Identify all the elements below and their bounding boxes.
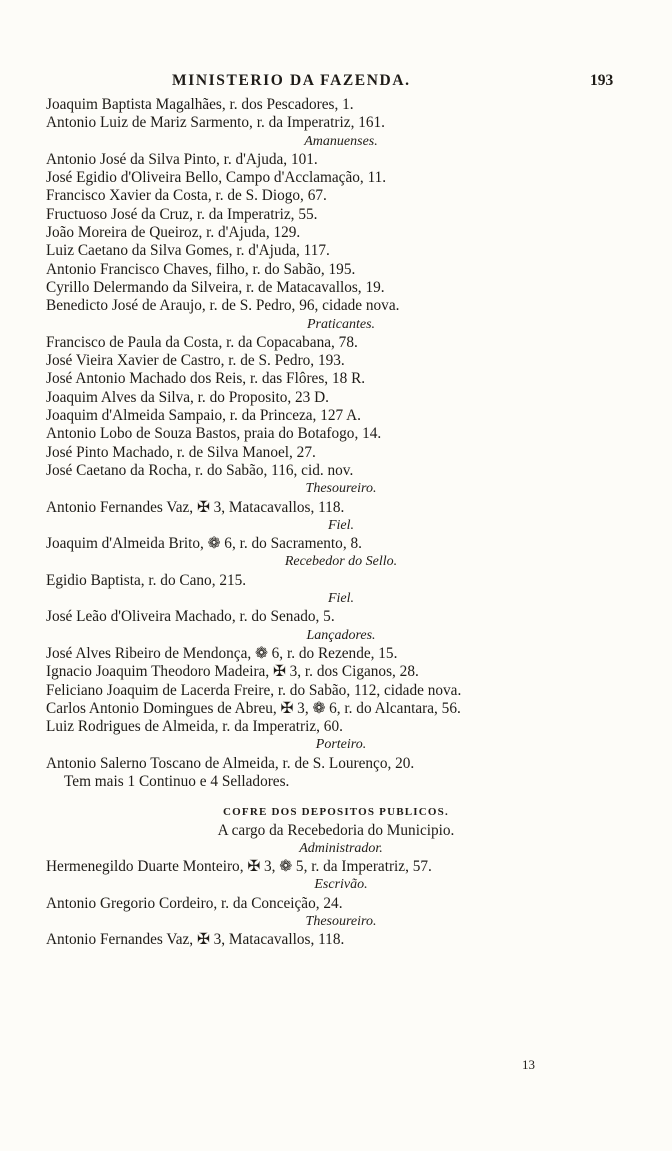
section-heading: Administrador. bbox=[299, 840, 383, 856]
listing-entry: Antonio Lobo de Souza Bastos, praia do Botafogo, 14. bbox=[46, 425, 382, 443]
listing-entry: José Egidio d'Oliveira Bello, Campo d'Acclamação, 11. bbox=[46, 169, 387, 187]
section-heading: Porteiro. bbox=[315, 737, 367, 753]
listing-entry: Egidio Baptista, r. do Cano, 215. bbox=[46, 571, 247, 589]
listing-entry: João Moreira de Queiroz, r. d'Ajuda, 129. bbox=[46, 224, 301, 242]
section-heading: Fiel. bbox=[327, 591, 355, 607]
sheet-signature: 13 bbox=[522, 1057, 535, 1072]
section-heading: Thesoureiro. bbox=[305, 914, 377, 930]
listing-entry: José Alves Ribeiro de Mendonça, ❁ 6, r. do Rezende, 15. bbox=[46, 644, 398, 662]
listing-entry: Joaquim d'Almeida Brito, ❁ 6, r. do Sacramento, 8. bbox=[46, 535, 362, 553]
listing-entry: Luiz Rodrigues de Almeida, r. da Imperatriz, 60. bbox=[46, 718, 343, 736]
directory-listing bbox=[0, 96, 672, 950]
listing-entry: Antonio Salerno Toscano de Almeida, r. de S. Lourenço, 20. bbox=[46, 754, 415, 772]
listing-entry: Ignacio Joaquim Theodoro Madeira, ✠ 3, r. dos Ciganos, 28. bbox=[46, 663, 419, 681]
listing-entry: Antonio Gregorio Cordeiro, r. da Conceição, 24. bbox=[46, 894, 343, 912]
listing-entry: Antonio Luiz de Mariz Sarmento, r. da Imperatriz, 161. bbox=[46, 114, 385, 132]
section-heading: Fiel. bbox=[327, 517, 355, 533]
listing-entry: Carlos Antonio Domingues de Abreu, ✠ 3, ❁ 6, r. do Alcantara, 56. bbox=[46, 699, 461, 717]
listing-entry: Feliciano Joaquim de Lacerda Freire, r. do Sabão, 112, cidade nova. bbox=[46, 681, 462, 699]
section-gap bbox=[0, 791, 672, 799]
page-number: 193 bbox=[590, 72, 614, 89]
listing-entry: Benedicto José de Araujo, r. de S. Pedro, 96, cidade nova. bbox=[46, 297, 400, 315]
listing-entry: Fructuoso José da Cruz, r. da Imperatriz, 55. bbox=[46, 205, 318, 223]
section-subtitle: A cargo da Recebedoria do Municipio. bbox=[217, 821, 455, 839]
section-heading: Escrivão. bbox=[314, 877, 368, 893]
listing-entry: Antonio Fernandes Vaz, ✠ 3, Matacavallos, 118. bbox=[46, 498, 345, 516]
listing-entry: José Vieira Xavier de Castro, r. de S. Pedro, 193. bbox=[46, 352, 345, 370]
listing-entry: Joaquim Alves da Silva, r. do Proposito, 23 D. bbox=[46, 388, 329, 406]
listing-entry: Antonio Fernandes Vaz, ✠ 3, Matacavallos, 118. bbox=[46, 931, 345, 949]
listing-entry: Joaquim d'Almeida Sampaio, r. da Princeza, 127 A. bbox=[46, 407, 362, 425]
section-title: COFRE DOS DEPOSITOS PUBLICOS. bbox=[223, 806, 449, 819]
listing-entry: José Caetano da Rocha, r. do Sabão, 116, cid. nov. bbox=[46, 461, 354, 479]
listing-note: Tem mais 1 Continuo e 4 Selladores. bbox=[64, 772, 290, 790]
listing-entry: José Antonio Machado dos Reis, r. das Flôres, 18 R. bbox=[46, 370, 366, 388]
section-heading: Amanuenses. bbox=[304, 133, 378, 149]
listing-entry: José Pinto Machado, r. de Silva Manoel, 27. bbox=[46, 443, 316, 461]
listing-entry: Antonio José da Silva Pinto, r. d'Ajuda, 101. bbox=[46, 150, 318, 168]
listing-entry: Joaquim Baptista Magalhães, r. dos Pescadores, 1. bbox=[46, 96, 354, 113]
listing-entry: Francisco de Paula da Costa, r. da Copacabana, 78. bbox=[46, 333, 358, 351]
running-title: MINISTERIO DA FAZENDA. bbox=[172, 72, 411, 89]
listing-entry: José Leão d'Oliveira Machado, r. do Senado, 5. bbox=[46, 608, 335, 626]
listing-entry: Hermenegildo Duarte Monteiro, ✠ 3, ❁ 5, r. da Imperatriz, 57. bbox=[46, 858, 432, 876]
listing-entry: Cyrillo Delermando da Silveira, r. de Matacavallos, 19. bbox=[46, 278, 385, 296]
listing-entry: Luiz Caetano da Silva Gomes, r. d'Ajuda, 117. bbox=[46, 242, 330, 260]
section-heading: Praticantes. bbox=[306, 316, 376, 332]
section-heading: Lançadores. bbox=[306, 627, 376, 643]
listing-entry: Antonio Francisco Chaves, filho, r. do Sabão, 195. bbox=[46, 260, 356, 278]
listing-entry: Francisco Xavier da Costa, r. de S. Diogo, 67. bbox=[46, 187, 327, 205]
section-heading: Thesoureiro. bbox=[305, 481, 377, 497]
section-heading: Recebedor do Sello. bbox=[284, 554, 398, 570]
page-header bbox=[0, 72, 672, 92]
